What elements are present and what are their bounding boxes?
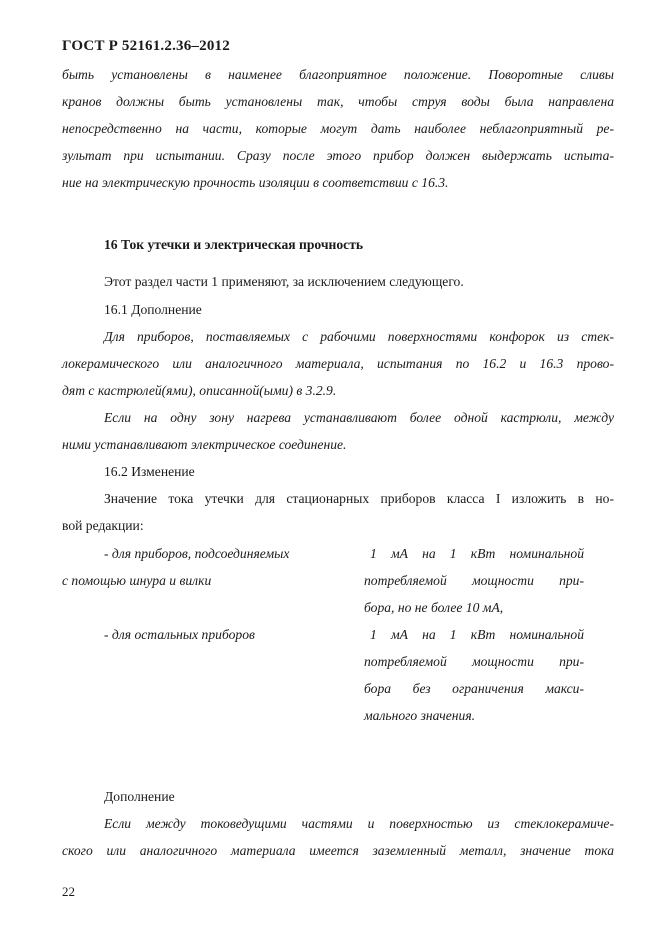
item1-left-line: - для приборов, подсоединяемых xyxy=(104,546,290,561)
page-number: 22 xyxy=(62,884,75,899)
item1-right-line: потребляемой мощности при- xyxy=(364,573,584,588)
s161-p2-line: ними устанавливают электрическое соединение. xyxy=(62,437,347,452)
document-header: ГОСТ Р 52161.2.36–2012 xyxy=(62,38,230,54)
item1-right-line: 1 мА на 1 кВт номинальной xyxy=(370,546,584,561)
subsection-heading-16-2: 16.2 Изменение xyxy=(104,464,195,479)
item2-right-line: 1 мА на 1 кВт номинальной xyxy=(370,627,584,642)
item2-right-line: мального значения. xyxy=(364,708,476,723)
item2-right-line: бора без ограничения макси- xyxy=(364,681,584,696)
item2-right-line: потребляемой мощности при- xyxy=(364,654,584,669)
addition-heading: Дополнение xyxy=(104,789,175,804)
intro-line: быть установлены в наименее благоприятное положение. Поворотные сливы xyxy=(62,67,614,82)
s161-p1-line: локерамического или аналогичного материала, испытания по 16.2 и 16.3 прово- xyxy=(62,356,614,371)
section-title: 16 Ток утечки и электрическая прочность xyxy=(104,237,364,252)
item2-left-line: - для остальных приборов xyxy=(104,627,255,642)
addition-line: Если между токоведущими частями и поверхностью из стеклокерамиче- xyxy=(104,816,614,831)
item1-right-line: бора, но не более 10 мА, xyxy=(364,600,504,615)
s161-p1-line: дят с кастрюлей(ями), описанной(ыми) в 3.2.9. xyxy=(62,383,337,398)
item1-left-line: с помощью шнура и вилки xyxy=(62,573,212,588)
subsection-heading-16-1: 16.1 Дополнение xyxy=(104,302,202,317)
intro-line: непосредственно на части, которые могут дать наиболее неблагоприятный ре- xyxy=(62,121,614,136)
intro-line: кранов должны быть установлены так, чтобы струя воды была направлена xyxy=(62,94,614,109)
intro-line: ние на электрическую прочность изоляции в соответствии с 16.3. xyxy=(62,175,449,190)
s161-p1-line: Для приборов, поставляемых с рабочими поверхностями конфорок из стек- xyxy=(104,329,614,344)
intro-line: зультат при испытании. Сразу после этого прибор должен выдержать испыта- xyxy=(62,148,614,163)
addition-line: ского или аналогичного материала имеется заземленный металл, значение тока xyxy=(62,843,614,858)
s162-p1-line: вой редакции: xyxy=(62,518,144,533)
s162-p1-line: Значение тока утечки для стационарных приборов класса I изложить в но- xyxy=(104,491,614,506)
s161-p2-line: Если на одну зону нагрева устанавливают более одной кастрюли, между xyxy=(104,410,614,425)
section-intro: Этот раздел части 1 применяют, за исключением следующего. xyxy=(104,274,464,289)
